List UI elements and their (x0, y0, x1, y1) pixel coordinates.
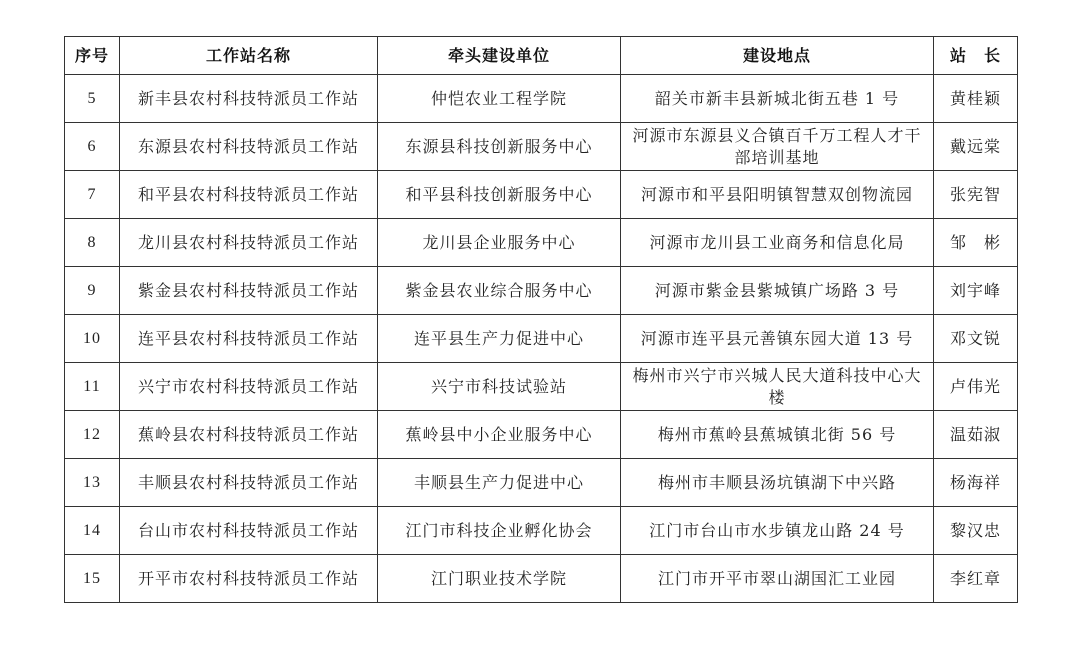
table-header-row (65, 37, 1018, 75)
cell-station-name: 和平县农村科技特派员工作站 (120, 171, 378, 219)
cell-station-head: 戴远棠 (934, 123, 1018, 171)
cell-station-name: 东源县农村科技特派员工作站 (120, 123, 378, 171)
cell-station-head: 刘宇峰 (934, 267, 1018, 315)
cell-location: 韶关市新丰县新城北街五巷 1 号 (621, 75, 934, 123)
cell-station-head: 李红章 (934, 555, 1018, 603)
cell-lead-unit: 紫金县农业综合服务中心 (378, 267, 621, 315)
cell-index: 7 (65, 171, 120, 219)
cell-station-name: 新丰县农村科技特派员工作站 (120, 75, 378, 123)
cell-index: 10 (65, 315, 120, 363)
cell-location: 江门市台山市水步镇龙山路 24 号 (621, 507, 934, 555)
cell-lead-unit: 江门市科技企业孵化协会 (378, 507, 621, 555)
cell-location: 江门市开平市翠山湖国汇工业园 (621, 555, 934, 603)
cell-index: 11 (65, 363, 120, 411)
table-row (65, 315, 1018, 363)
cell-lead-unit: 江门职业技术学院 (378, 555, 621, 603)
cell-station-head: 邹 彬 (934, 219, 1018, 267)
cell-index: 8 (65, 219, 120, 267)
cell-index: 6 (65, 123, 120, 171)
header-index: 序号 (65, 37, 120, 75)
cell-index: 13 (65, 459, 120, 507)
cell-lead-unit: 仲恺农业工程学院 (378, 75, 621, 123)
header-location: 建设地点 (621, 37, 934, 75)
cell-location: 河源市龙川县工业商务和信息化局 (621, 219, 934, 267)
cell-station-name: 开平市农村科技特派员工作站 (120, 555, 378, 603)
cell-index: 12 (65, 411, 120, 459)
cell-lead-unit: 和平县科技创新服务中心 (378, 171, 621, 219)
cell-location: 梅州市兴宁市兴城人民大道科技中心大楼 (621, 363, 934, 411)
cell-lead-unit: 丰顺县生产力促进中心 (378, 459, 621, 507)
cell-station-name: 紫金县农村科技特派员工作站 (120, 267, 378, 315)
cell-index: 5 (65, 75, 120, 123)
cell-station-head: 杨海祥 (934, 459, 1018, 507)
cell-location: 河源市连平县元善镇东园大道 13 号 (621, 315, 934, 363)
cell-station-name: 龙川县农村科技特派员工作站 (120, 219, 378, 267)
cell-station-name: 丰顺县农村科技特派员工作站 (120, 459, 378, 507)
cell-index: 14 (65, 507, 120, 555)
cell-station-name: 台山市农村科技特派员工作站 (120, 507, 378, 555)
cell-station-name: 连平县农村科技特派员工作站 (120, 315, 378, 363)
cell-lead-unit: 东源县科技创新服务中心 (378, 123, 621, 171)
table-row (65, 411, 1018, 459)
cell-station-name: 蕉岭县农村科技特派员工作站 (120, 411, 378, 459)
cell-location: 河源市和平县阳明镇智慧双创物流园 (621, 171, 934, 219)
cell-station-head: 黄桂颖 (934, 75, 1018, 123)
cell-location: 河源市紫金县紫城镇广场路 3 号 (621, 267, 934, 315)
cell-index: 9 (65, 267, 120, 315)
table-row (65, 123, 1018, 171)
cell-lead-unit: 连平县生产力促进中心 (378, 315, 621, 363)
cell-lead-unit: 蕉岭县中小企业服务中心 (378, 411, 621, 459)
table-row (65, 171, 1018, 219)
header-station-head: 站 长 (934, 37, 1018, 75)
cell-station-head: 温茹淑 (934, 411, 1018, 459)
cell-location: 梅州市蕉岭县蕉城镇北街 56 号 (621, 411, 934, 459)
cell-lead-unit: 龙川县企业服务中心 (378, 219, 621, 267)
table-row (65, 459, 1018, 507)
cell-lead-unit: 兴宁市科技试验站 (378, 363, 621, 411)
cell-location: 梅州市丰顺县汤坑镇湖下中兴路 (621, 459, 934, 507)
table-row (65, 507, 1018, 555)
header-lead-unit: 牵头建设单位 (378, 37, 621, 75)
station-table (64, 36, 1018, 603)
cell-station-head: 卢伟光 (934, 363, 1018, 411)
cell-location: 河源市东源县义合镇百千万工程人才干部培训基地 (621, 123, 934, 171)
cell-station-head: 黎汉忠 (934, 507, 1018, 555)
table-row (65, 267, 1018, 315)
cell-station-head: 邓文锐 (934, 315, 1018, 363)
cell-station-head: 张宪智 (934, 171, 1018, 219)
cell-index: 15 (65, 555, 120, 603)
table-row (65, 363, 1018, 411)
table-row (65, 75, 1018, 123)
header-station-name: 工作站名称 (120, 37, 378, 75)
table-row (65, 219, 1018, 267)
cell-station-name: 兴宁市农村科技特派员工作站 (120, 363, 378, 411)
table-row (65, 555, 1018, 603)
